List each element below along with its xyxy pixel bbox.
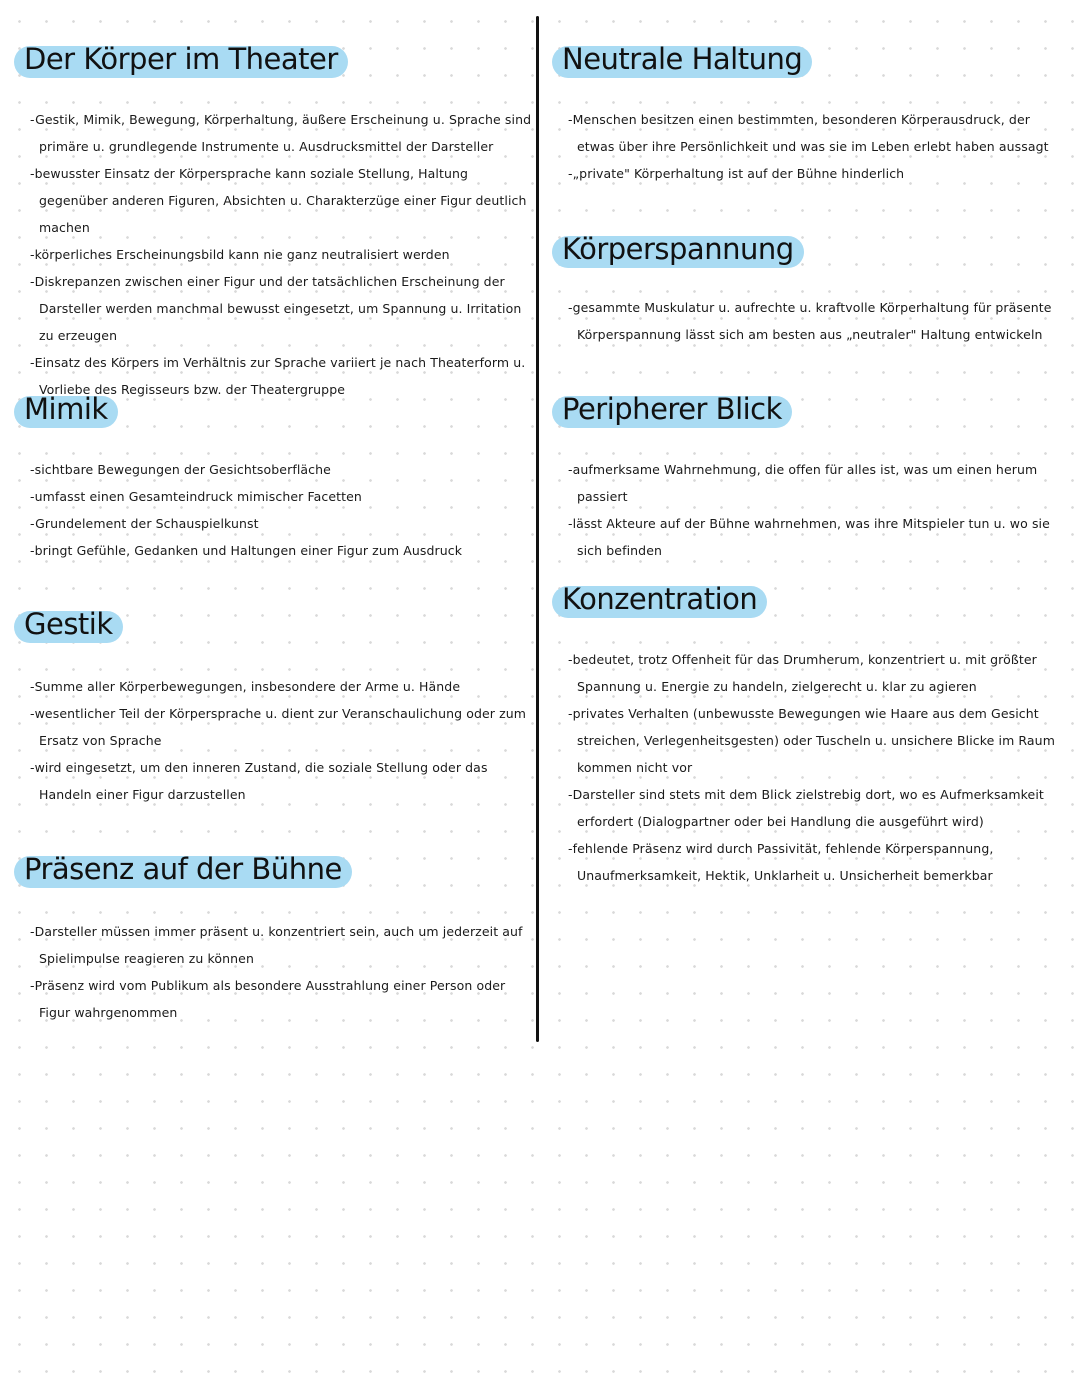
list-item: -bewusster Einsatz der Körpersprache kann soziale Stellung, Haltung gegenüber anderen Figuren, Absichten u. Charakterzüge einer Figur deutlich machen [30,166,527,235]
section-heading: Körperspannung [556,230,804,270]
list-item: -fehlende Präsenz wird durch Passivität, fehlende Körperspannung, Unaufmerksamkeit, Hektik, Unklarheit u. Unsicherheit bemerkbar [568,841,994,883]
bullet-list [30,456,533,564]
list-item: -Präsenz wird vom Publikum als besondere Ausstrahlung einer Person oder Figur wahrgenommen [30,978,506,1020]
list-item: -wesentlicher Teil der Körpersprache u. dient zur Veranschaulichung oder zum Ersatz von Sprache [30,706,527,748]
list-item: -Menschen besitzen einen bestimmten, besonderen Körperausdruck, der etwas über ihre Persönlichkeit und was sie im Leben erlebt haben aussagt [568,112,1049,154]
list-item: -aufmerksame Wahrnehmung, die offen für alles ist, was um einen herum passiert [568,462,1038,504]
section-konzentration [556,580,1066,889]
bullet-list [30,673,533,808]
section-heading: Neutrale Haltung [556,40,812,80]
list-item: -lässt Akteure auf der Bühne wahrnehmen, was ihre Mitspieler tun u. wo sie sich befinden [568,516,1050,558]
section-koerperspannung [556,230,1066,348]
section-koerper-im-theater [18,40,533,403]
list-item: -Gestik, Mimik, Bewegung, Körperhaltung, äußere Erscheinung u. Sprache sind primäre u. grundlegende Instrumente u. Ausdrucksmittel der Darsteller [30,112,532,154]
list-item: -„private" Körperhaltung ist auf der Bühne hinderlich [568,166,905,181]
section-neutrale-haltung [556,40,1066,187]
list-item: -umfasst einen Gesamteindruck mimischer Facetten [30,489,362,504]
section-heading: Präsenz auf der Bühne [18,850,352,890]
list-item: -bringt Gefühle, Gedanken und Haltungen einer Figur zum Ausdruck [30,543,463,558]
section-heading: Mimik [18,390,118,430]
list-item: -Einsatz des Körpers im Verhältnis zur Sprache variiert je nach Theaterform u. Vorliebe des Regisseurs bzw. der Theatergruppe [30,355,526,397]
bullet-list [30,918,533,1026]
section-heading: Gestik [18,605,123,645]
list-item: -privates Verhalten (unbewusste Bewegungen wie Haare aus dem Gesicht streichen, Verlegenheitsgesten) oder Tuscheln u. unsichere Blicke im Raum kommen nicht vor [568,706,1055,775]
section-gestik [18,605,533,808]
bullet-list [30,106,533,403]
column-divider [536,16,539,1042]
bullet-list [568,294,1066,348]
list-item: -sichtbare Bewegungen der Gesichtsoberfläche [30,462,331,477]
list-item: -Diskrepanzen zwischen einer Figur und der tatsächlichen Erscheinung der Darsteller werden manchmal bewusst eingesetzt, um Spannung u. Irritation zu erzeugen [30,274,522,343]
list-item: -körperliches Erscheinungsbild kann nie ganz neutralisiert werden [30,247,450,262]
bullet-list [568,646,1066,889]
section-heading: Der Körper im Theater [18,40,348,80]
bullet-list [568,106,1066,187]
bullet-list [568,456,1066,564]
section-praesenz [18,850,533,1026]
section-heading: Peripherer Blick [556,390,792,430]
section-heading: Konzentration [556,580,767,620]
list-item: -gesammte Muskulatur u. aufrechte u. kraftvolle Körperhaltung für präsente Körperspannung lässt sich am besten aus „neutraler" Haltung entwickeln [568,300,1052,342]
list-item: -Grundelement der Schauspielkunst [30,516,259,531]
list-item: -bedeutet, trotz Offenheit für das Drumherum, konzentriert u. mit größter Spannung u. Energie zu handeln, zielgerecht u. klar zu agieren [568,652,1037,694]
list-item: -Darsteller müssen immer präsent u. konzentriert sein, auch um jederzeit auf Spielimpulse reagieren zu können [30,924,523,966]
list-item: -wird eingesetzt, um den inneren Zustand, die soziale Stellung oder das Handeln einer Figur darzustellen [30,760,488,802]
section-peripherer-blick [556,390,1066,564]
list-item: -Darsteller sind stets mit dem Blick zielstrebig dort, wo es Aufmerksamkeit erfordert (Dialogpartner oder bei Handlung die ausgeführt wird) [568,787,1044,829]
section-mimik [18,390,533,564]
list-item: -Summe aller Körperbewegungen, insbesondere der Arme u. Hände [30,679,461,694]
